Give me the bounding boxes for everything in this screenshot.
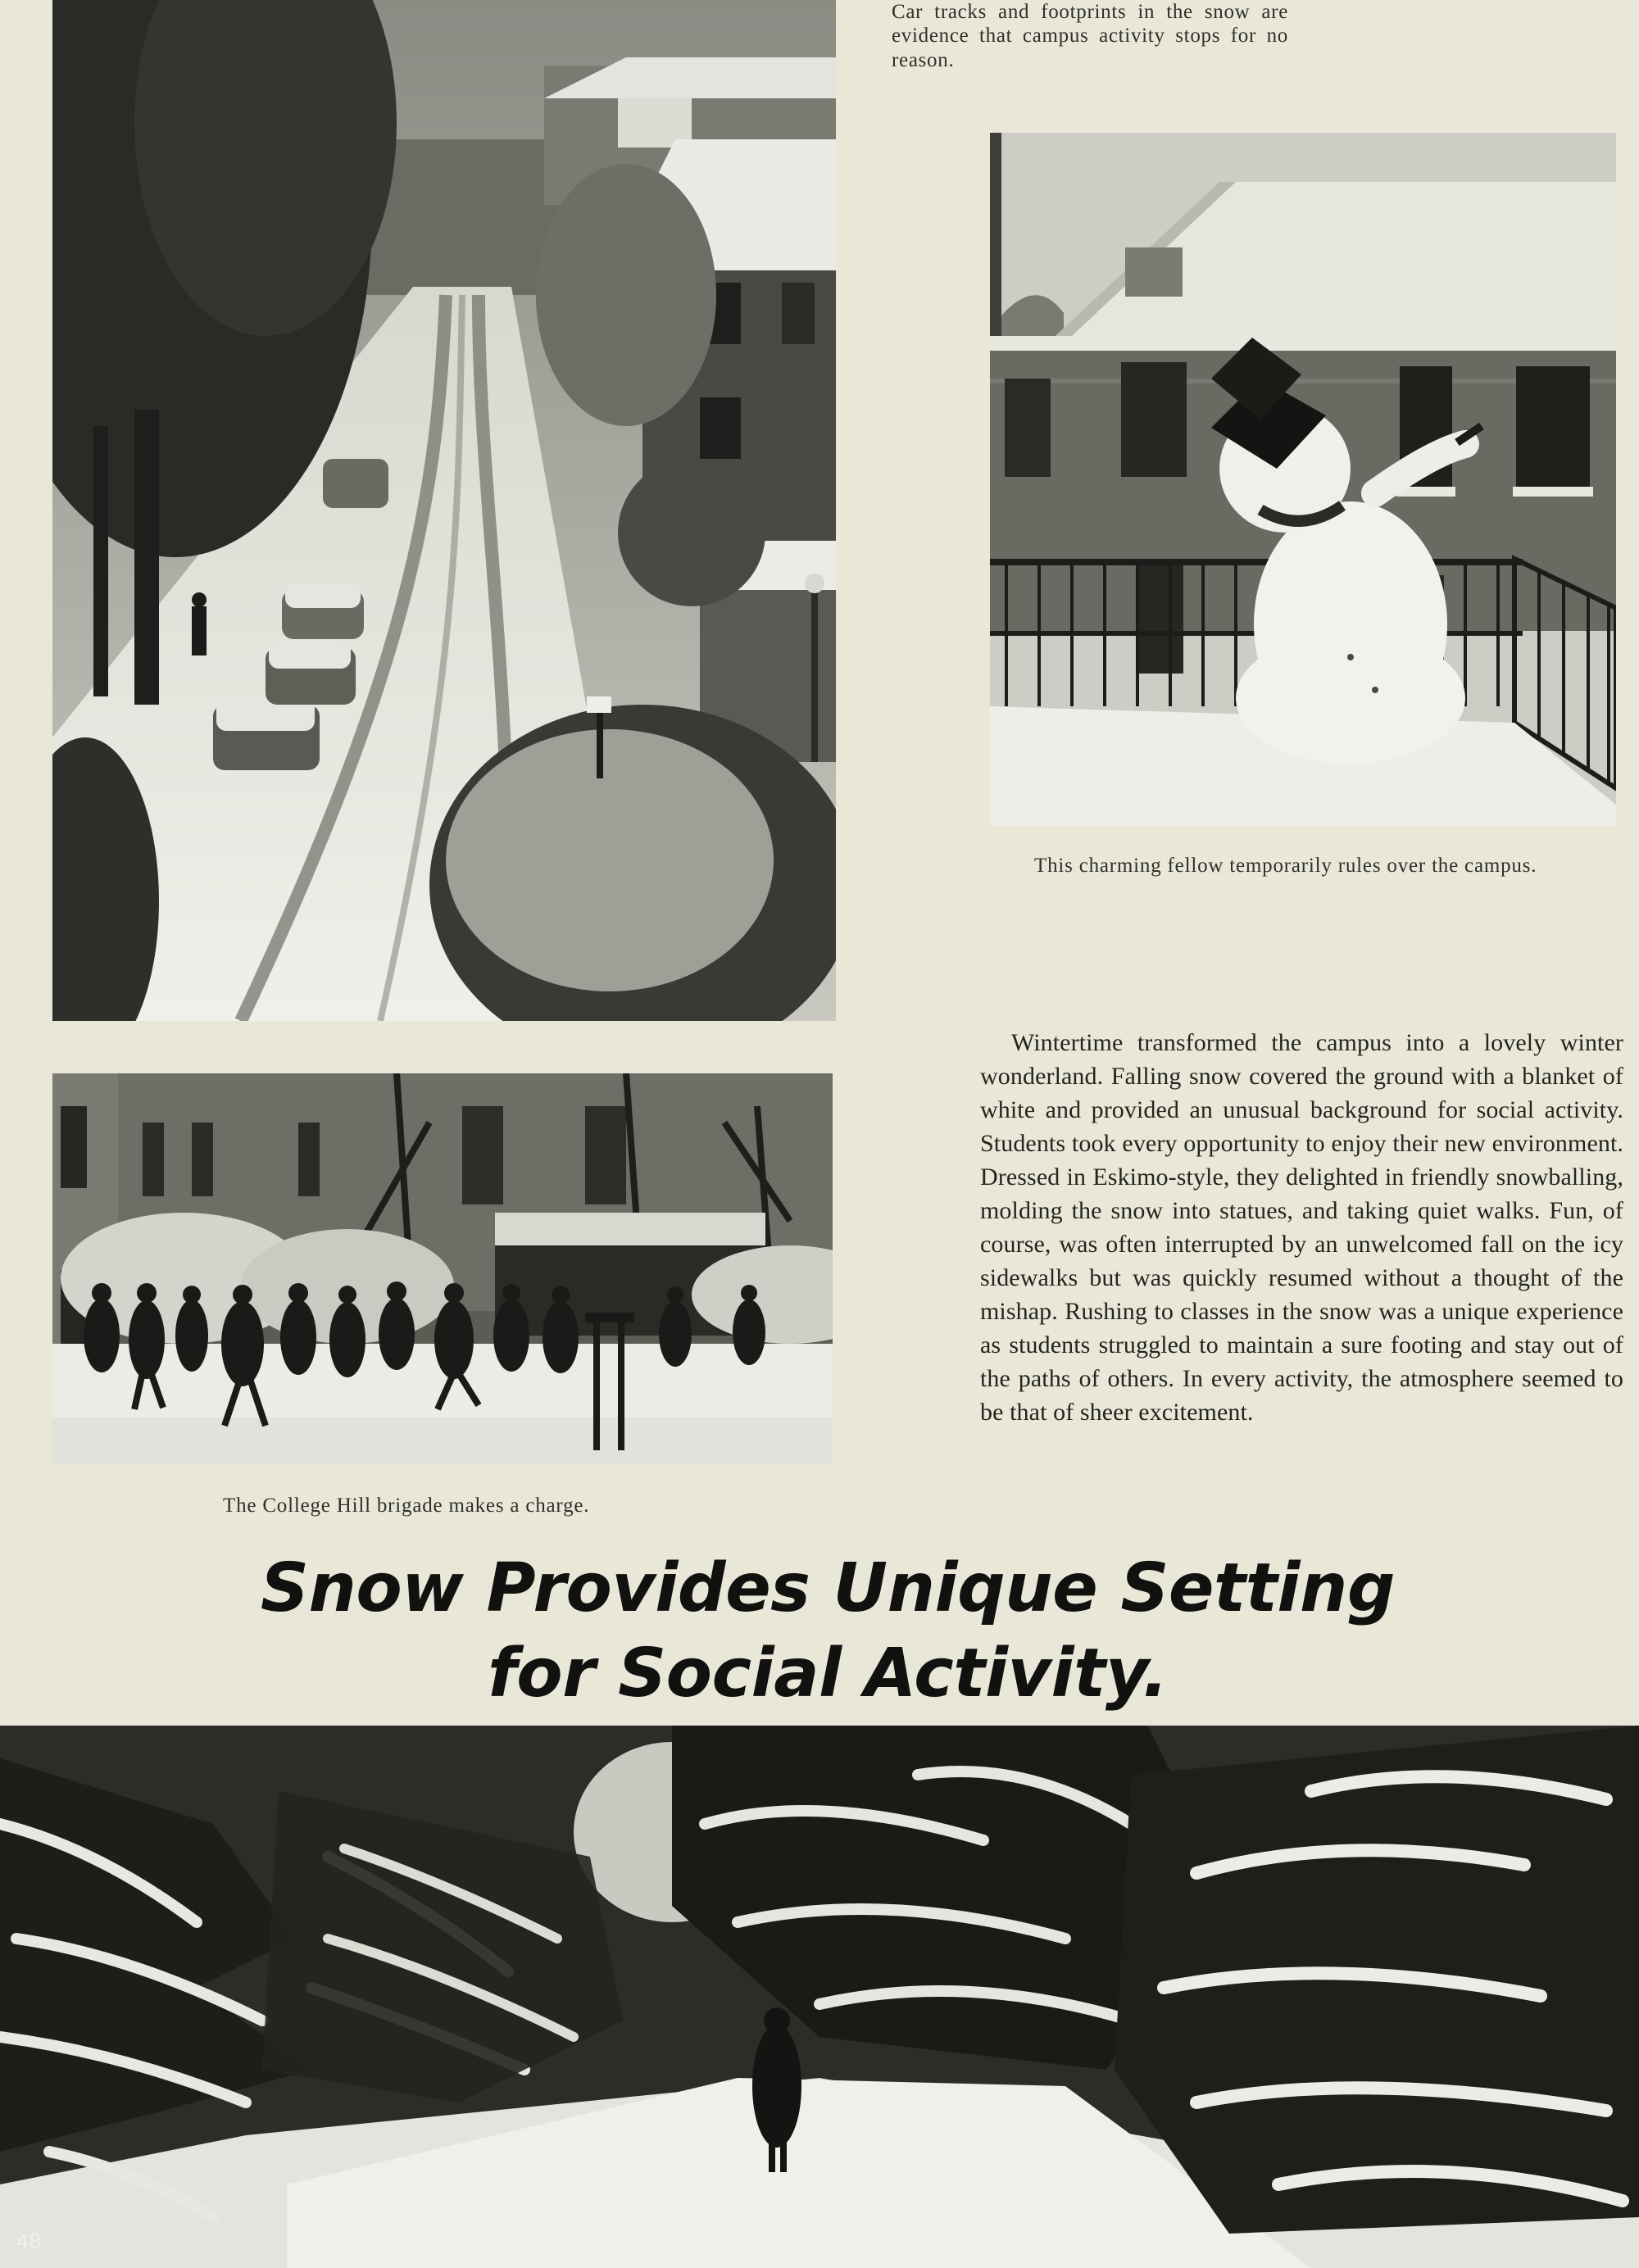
- evergreen-path-illustration: [0, 1726, 1639, 2268]
- brigade-illustration: [52, 1073, 833, 1463]
- caption-car-tracks: Car tracks and footprints in the snow are evidence that campus activity stops for no reason.: [892, 1, 1288, 71]
- body-text: Wintertime transformed the campus into a lovely winter wonderland. Falling snow covered the ground with a blanket of white and provided an unusual background for social activity. Students took every opportunity to enjoy their new environment. Dressed in Eskimo-style, they delighted in friendly snowballing, molding the snow into statues, and taking quiet walks. Fun, of course, was often interrupted by an unwelcomed fall on the icy sidewalks but was quickly resumed without a thought of the mishap. Rushing to classes in the snow was a unique experience as students struggled to maintain a sure footing and stay out of the paths of others. In every activity, the atmosphere seemed to be that of sheer excitement.: [980, 1029, 1623, 1426]
- page-headline: [180, 1546, 1475, 1717]
- brigade-photo: [52, 1073, 833, 1463]
- headline-line-1: Snow Provides Unique Setting: [260, 1549, 1396, 1627]
- headline-line-2: for Social Activity.: [488, 1635, 1168, 1712]
- street-snow-illustration: [52, 0, 836, 1021]
- street-snow-photo: [52, 0, 836, 1021]
- page-number: 48: [16, 2229, 42, 2253]
- caption-brigade: The College Hill brigade makes a charge.: [223, 1495, 590, 1517]
- evergreen-path-photo: [0, 1726, 1639, 2268]
- caption-snowman: This charming fellow temporarily rules over the campus.: [1034, 855, 1537, 877]
- snowman-illustration: [990, 133, 1616, 826]
- snowman-photo: [990, 133, 1616, 826]
